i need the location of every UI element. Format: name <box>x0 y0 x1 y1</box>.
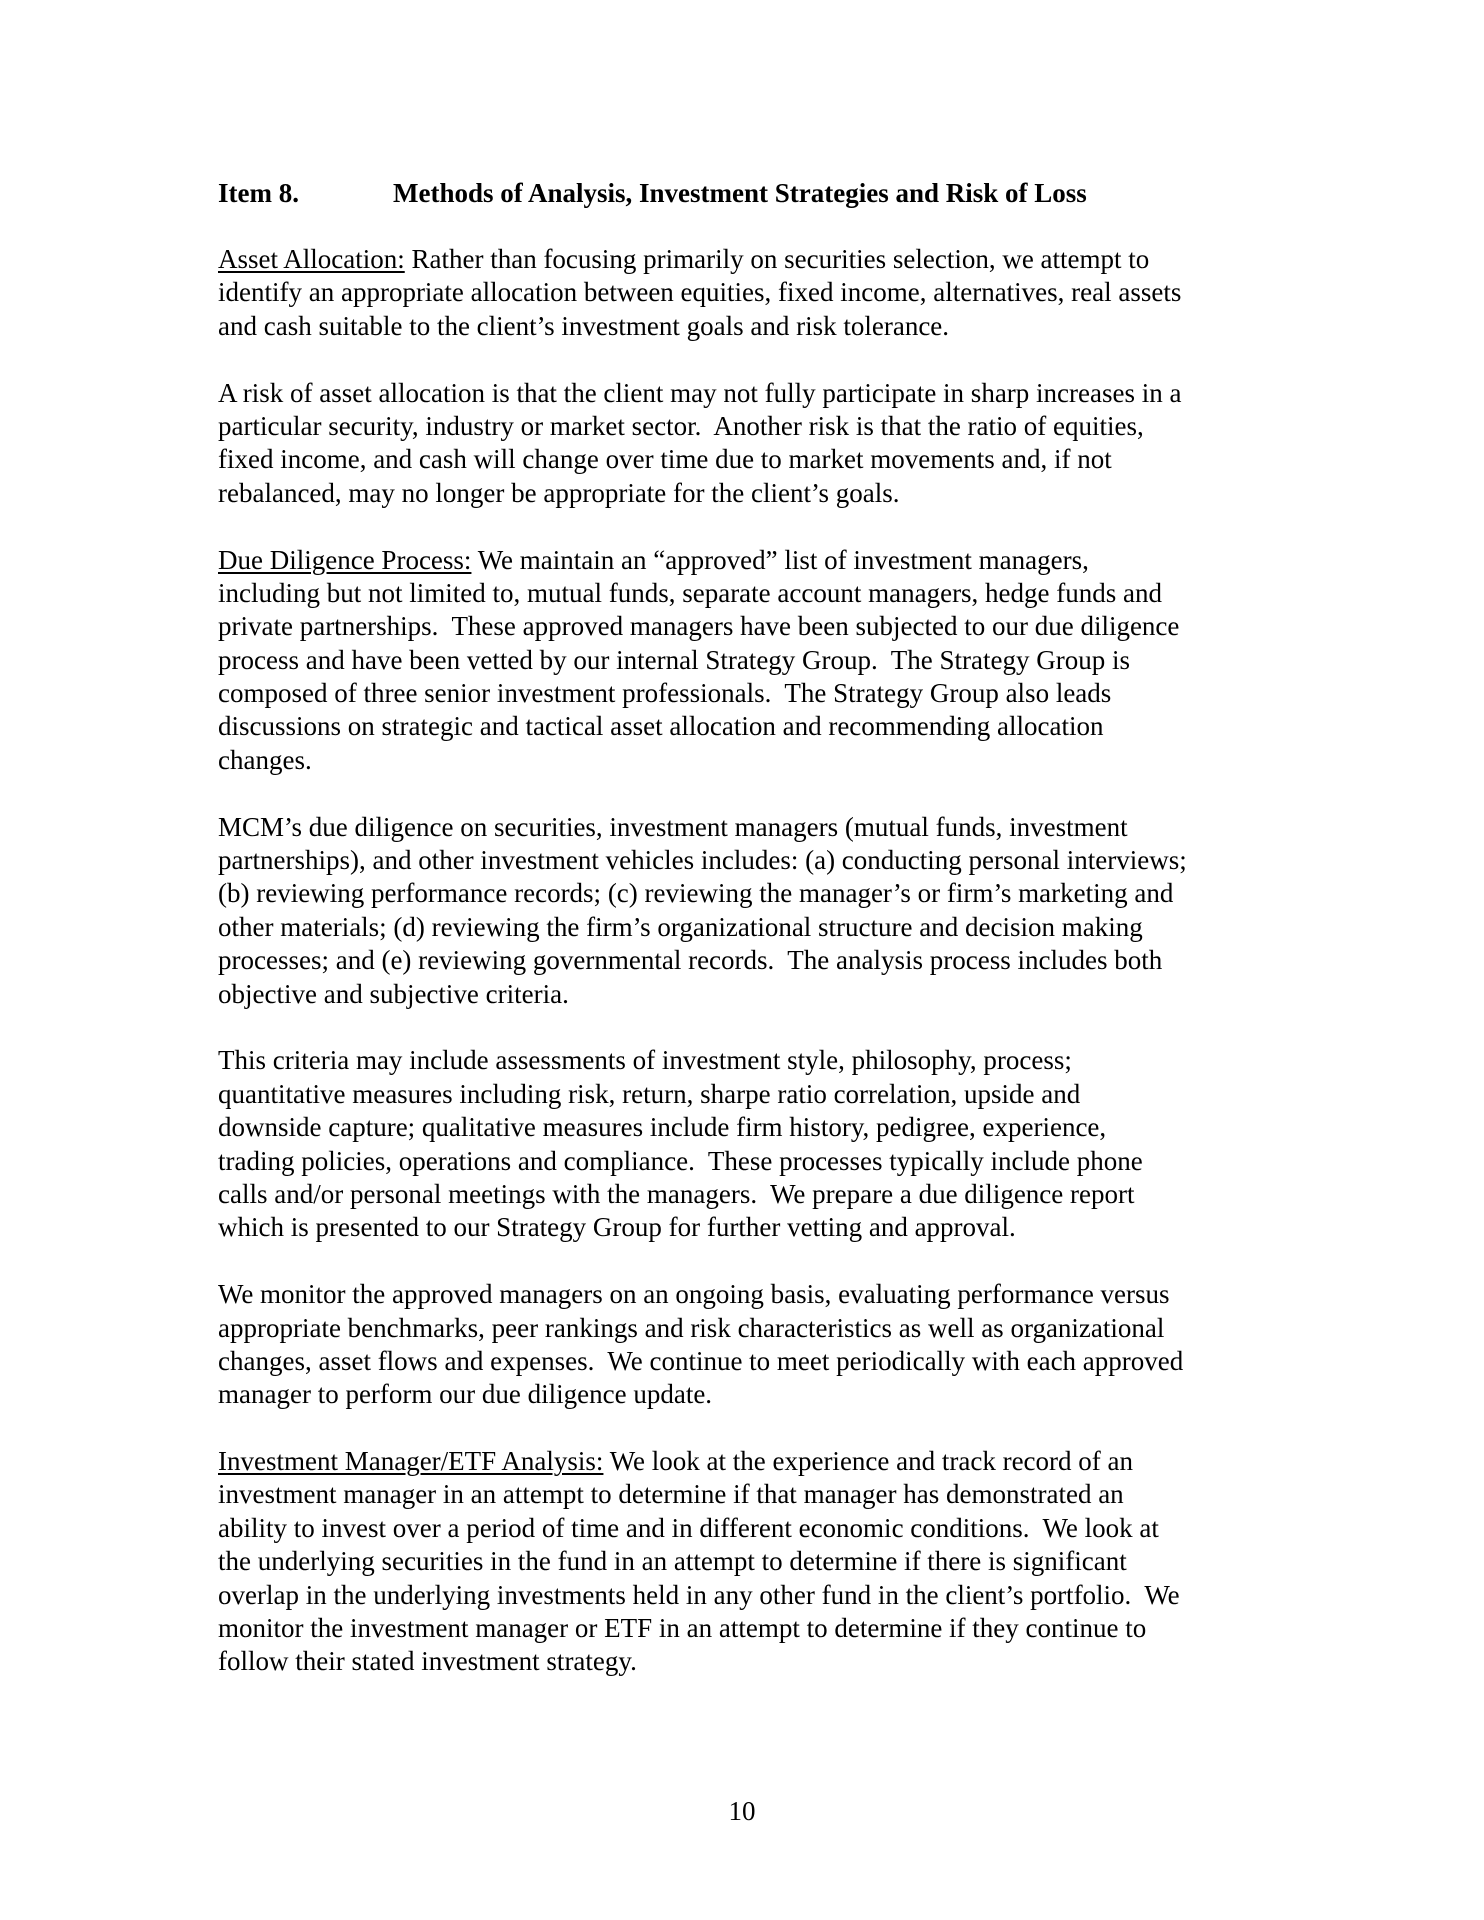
paragraph-line: ability to invest over a period of time and in different economic conditions. We look at <box>218 1512 1159 1543</box>
paragraph-line: which is presented to our Strategy Group for further vetting and approval. <box>218 1212 1016 1243</box>
paragraph-monitoring <box>218 1278 1288 1412</box>
paragraph-line: other materials; (d) reviewing the firm’s organizational structure and decision making <box>218 911 1143 942</box>
paragraph-line: rebalanced, may no longer be appropriate for the client’s goals. <box>218 477 900 508</box>
paragraph-allocation-risk <box>218 377 1288 511</box>
paragraph-line: including but not limited to, mutual funds, separate account managers, hedge funds and <box>218 577 1163 608</box>
paragraph-criteria <box>218 1044 1288 1244</box>
paragraph-line: and cash suitable to the client’s investment goals and risk tolerance. <box>218 310 950 341</box>
paragraph-asset-allocation <box>218 243 1288 343</box>
paragraph-line: objective and subjective criteria. <box>218 978 569 1009</box>
paragraph-line: changes. <box>218 744 312 775</box>
paragraph-line: processes; and (e) reviewing governmental records. The analysis process includes both <box>218 945 1163 976</box>
paragraph-line: monitor the investment manager or ETF in an attempt to determine if they continue to <box>218 1613 1147 1644</box>
paragraph-line: calls and/or personal meetings with the managers. We prepare a due diligence report <box>218 1178 1135 1209</box>
paragraph-manager-etf-analysis <box>218 1445 1288 1679</box>
paragraph-line: Asset Allocation: Rather than focusing primarily on securities selection, we attempt to <box>218 244 1150 274</box>
paragraph-line: quantitative measures including risk, return, sharpe ratio correlation, upside and <box>218 1078 1081 1109</box>
paragraph-line: overlap in the underlying investments held in any other fund in the client’s portfolio. We <box>218 1579 1180 1610</box>
paragraph-line: changes, asset flows and expenses. We continue to meet periodically with each approved <box>218 1345 1184 1376</box>
paragraph-line: process and have been vetted by our internal Strategy Group. The Strategy Group is <box>218 644 1131 675</box>
paragraph-line: downside capture; qualitative measures include firm history, pedigree, experience, <box>218 1112 1107 1143</box>
paragraph-line: MCM’s due diligence on securities, investment managers (mutual funds, investment <box>218 811 1128 842</box>
paragraph-line: manager to perform our due diligence update. <box>218 1379 713 1410</box>
paragraph-line: composed of three senior investment professionals. The Strategy Group also leads <box>218 678 1112 709</box>
paragraph-line: Due Diligence Process: We maintain an “approved” list of investment managers, <box>218 544 1089 575</box>
subsection-label: Due Diligence Process: <box>218 544 472 575</box>
paragraph-line: Investment Manager/ETF Analysis: We look at the experience and track record of an <box>218 1446 1134 1477</box>
item-number: Item 8. <box>218 178 299 208</box>
paragraph-line: partnerships), and other investment vehicles includes: (a) conducting personal interviews; <box>218 845 1187 876</box>
page-number: 10 <box>728 1796 756 1826</box>
paragraph-line: (b) reviewing performance records; (c) reviewing the manager’s or firm’s marketing and <box>218 878 1174 909</box>
paragraph-line: appropriate benchmarks, peer rankings and risk characteristics as well as organizational <box>218 1312 1165 1343</box>
subsection-label: Investment Manager/ETF Analysis: <box>218 1446 604 1477</box>
subsection-label: Asset Allocation: <box>218 244 405 274</box>
paragraph-line: trading policies, operations and compliance. These processes typically include phone <box>218 1145 1143 1176</box>
paragraph-line: the underlying securities in the fund in an attempt to determine if there is significant <box>218 1546 1127 1577</box>
paragraph-line: We monitor the approved managers on an ongoing basis, evaluating performance versus <box>218 1279 1170 1310</box>
paragraph-due-diligence-process <box>218 544 1288 778</box>
paragraph-line: particular security, industry or market sector. Another risk is that the ratio of equities, <box>218 410 1144 441</box>
section-title: Methods of Analysis, Investment Strategies and Risk of Loss <box>393 178 1087 208</box>
paragraph-mcm-due-diligence <box>218 811 1288 1011</box>
paragraph-line: investment manager in an attempt to determine if that manager has demonstrated an <box>218 1479 1124 1510</box>
paragraph-line: identify an appropriate allocation between equities, fixed income, alternatives, real assets <box>218 277 1182 308</box>
body-text <box>218 243 1288 1712</box>
paragraph-line: discussions on strategic and tactical asset allocation and recommending allocation <box>218 711 1104 742</box>
paragraph-line: A risk of asset allocation is that the client may not fully participate in sharp increases in a <box>218 377 1182 408</box>
paragraph-line: fixed income, and cash will change over time due to market movements and, if not <box>218 444 1112 475</box>
paragraph-line: This criteria may include assessments of investment style, philosophy, process; <box>218 1045 1072 1076</box>
paragraph-line: follow their stated investment strategy. <box>218 1646 637 1677</box>
paragraph-line: private partnerships. These approved managers have been subjected to our due diligence <box>218 611 1180 642</box>
